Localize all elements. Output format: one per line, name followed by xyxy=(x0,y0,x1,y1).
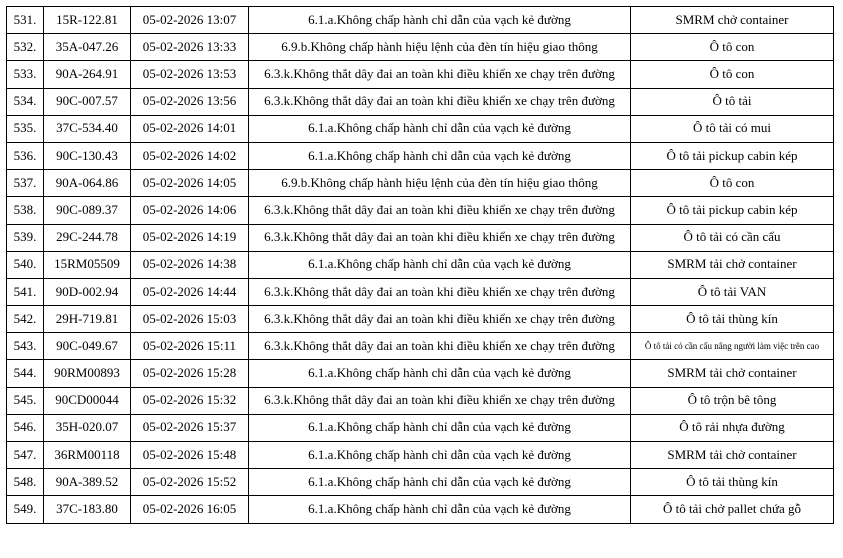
table-row xyxy=(7,360,834,387)
vehicle-cell: Ô tô tải pickup cabin kép xyxy=(631,142,834,169)
no-cell: 536. xyxy=(7,142,44,169)
vehicle-cell: Ô tô tải có mui xyxy=(631,115,834,142)
violation-cell: 6.9.b.Không chấp hành hiệu lệnh của đèn tín hiệu giao thông xyxy=(249,34,631,61)
violation-cell: 6.3.k.Không thắt dây đai an toàn khi điều khiển xe chạy trên đường xyxy=(249,333,631,360)
no-cell: 538. xyxy=(7,197,44,224)
vehicle-cell: SMRM tải chở container xyxy=(631,251,834,278)
table-row xyxy=(7,469,834,496)
datetime-cell: 05-02-2026 15:03 xyxy=(131,306,249,333)
table-row xyxy=(7,496,834,523)
datetime-cell: 05-02-2026 15:37 xyxy=(131,414,249,441)
vehicle-cell: Ô tô tải có cần cẩu xyxy=(631,224,834,251)
violation-cell: 6.3.k.Không thắt dây đai an toàn khi điều khiển xe chạy trên đường xyxy=(249,88,631,115)
plate-cell: 90C-089.37 xyxy=(44,197,131,224)
datetime-cell: 05-02-2026 15:32 xyxy=(131,387,249,414)
datetime-cell: 05-02-2026 14:19 xyxy=(131,224,249,251)
table-row xyxy=(7,170,834,197)
vehicle-cell: SMRM tải chở container xyxy=(631,442,834,469)
no-cell: 549. xyxy=(7,496,44,523)
datetime-cell: 05-02-2026 15:11 xyxy=(131,333,249,360)
violation-cell: 6.1.a.Không chấp hành chỉ dẫn của vạch kẻ đường xyxy=(249,496,631,523)
table-row xyxy=(7,142,834,169)
vehicle-cell: Ô tô tải xyxy=(631,88,834,115)
vehicle-cell: Ô tô tải có cần cẩu nâng người làm việc trên cao xyxy=(631,333,834,360)
datetime-cell: 05-02-2026 15:52 xyxy=(131,469,249,496)
vehicle-cell: Ô tô con xyxy=(631,61,834,88)
plate-cell: 90C-130.43 xyxy=(44,142,131,169)
no-cell: 548. xyxy=(7,469,44,496)
plate-cell: 90C-007.57 xyxy=(44,88,131,115)
plate-cell: 29H-719.81 xyxy=(44,306,131,333)
violation-cell: 6.1.a.Không chấp hành chỉ dẫn của vạch kẻ đường xyxy=(249,414,631,441)
vehicle-cell: Ô tô tải pickup cabin kép xyxy=(631,197,834,224)
datetime-cell: 05-02-2026 14:02 xyxy=(131,142,249,169)
vehicle-cell: SMRM chở container xyxy=(631,7,834,34)
datetime-cell: 05-02-2026 13:33 xyxy=(131,34,249,61)
datetime-cell: 05-02-2026 14:05 xyxy=(131,170,249,197)
datetime-cell: 05-02-2026 16:05 xyxy=(131,496,249,523)
no-cell: 545. xyxy=(7,387,44,414)
plate-cell: 90C-049.67 xyxy=(44,333,131,360)
violation-table-body xyxy=(7,7,834,524)
plate-cell: 15RM05509 xyxy=(44,251,131,278)
table-row xyxy=(7,197,834,224)
plate-cell: 90A-264.91 xyxy=(44,61,131,88)
table-row xyxy=(7,333,834,360)
violation-cell: 6.3.k.Không thắt dây đai an toàn khi điều khiển xe chạy trên đường xyxy=(249,61,631,88)
table-row xyxy=(7,414,834,441)
table-row xyxy=(7,442,834,469)
vehicle-cell: Ô tô tải thùng kín xyxy=(631,469,834,496)
violation-cell: 6.1.a.Không chấp hành chỉ dẫn của vạch kẻ đường xyxy=(249,360,631,387)
vehicle-cell: Ô tô tải thùng kín xyxy=(631,306,834,333)
violation-cell: 6.1.a.Không chấp hành chỉ dẫn của vạch kẻ đường xyxy=(249,469,631,496)
no-cell: 541. xyxy=(7,278,44,305)
violation-cell: 6.3.k.Không thắt dây đai an toàn khi điều khiển xe chạy trên đường xyxy=(249,224,631,251)
plate-cell: 37C-183.80 xyxy=(44,496,131,523)
table-row xyxy=(7,7,834,34)
no-cell: 537. xyxy=(7,170,44,197)
vehicle-cell: Ô tô con xyxy=(631,170,834,197)
table-row xyxy=(7,224,834,251)
datetime-cell: 05-02-2026 15:48 xyxy=(131,442,249,469)
violation-cell: 6.3.k.Không thắt dây đai an toàn khi điều khiển xe chạy trên đường xyxy=(249,197,631,224)
table-row xyxy=(7,251,834,278)
no-cell: 535. xyxy=(7,115,44,142)
plate-cell: 90RM00893 xyxy=(44,360,131,387)
no-cell: 539. xyxy=(7,224,44,251)
table-row xyxy=(7,387,834,414)
no-cell: 534. xyxy=(7,88,44,115)
violation-cell: 6.3.k.Không thắt dây đai an toàn khi điều khiển xe chạy trên đường xyxy=(249,306,631,333)
vehicle-cell: Ô tô tải chở pallet chứa gỗ xyxy=(631,496,834,523)
datetime-cell: 05-02-2026 13:56 xyxy=(131,88,249,115)
table-row xyxy=(7,278,834,305)
table-row xyxy=(7,61,834,88)
plate-cell: 35H-020.07 xyxy=(44,414,131,441)
plate-cell: 35A-047.26 xyxy=(44,34,131,61)
no-cell: 542. xyxy=(7,306,44,333)
plate-cell: 90A-389.52 xyxy=(44,469,131,496)
datetime-cell: 05-02-2026 15:28 xyxy=(131,360,249,387)
datetime-cell: 05-02-2026 14:38 xyxy=(131,251,249,278)
plate-cell: 36RM00118 xyxy=(44,442,131,469)
table-row xyxy=(7,34,834,61)
no-cell: 532. xyxy=(7,34,44,61)
vehicle-cell: Ô tô con xyxy=(631,34,834,61)
violation-cell: 6.1.a.Không chấp hành chỉ dẫn của vạch kẻ đường xyxy=(249,115,631,142)
plate-cell: 37C-534.40 xyxy=(44,115,131,142)
violation-cell: 6.1.a.Không chấp hành chỉ dẫn của vạch kẻ đường xyxy=(249,442,631,469)
datetime-cell: 05-02-2026 14:06 xyxy=(131,197,249,224)
vehicle-cell: SMRM tải chở container xyxy=(631,360,834,387)
table-row xyxy=(7,88,834,115)
violation-cell: 6.1.a.Không chấp hành chỉ dẫn của vạch kẻ đường xyxy=(249,142,631,169)
no-cell: 547. xyxy=(7,442,44,469)
violation-cell: 6.1.a.Không chấp hành chỉ dẫn của vạch kẻ đường xyxy=(249,7,631,34)
no-cell: 531. xyxy=(7,7,44,34)
plate-cell: 90CD00044 xyxy=(44,387,131,414)
vehicle-cell: Ô tô tải VAN xyxy=(631,278,834,305)
vehicle-cell: Ô tô trộn bê tông xyxy=(631,387,834,414)
no-cell: 540. xyxy=(7,251,44,278)
datetime-cell: 05-02-2026 14:01 xyxy=(131,115,249,142)
violation-cell: 6.3.k.Không thắt dây đai an toàn khi điều khiển xe chạy trên đường xyxy=(249,278,631,305)
violation-cell: 6.9.b.Không chấp hành hiệu lệnh của đèn tín hiệu giao thông xyxy=(249,170,631,197)
violation-table xyxy=(6,6,834,524)
datetime-cell: 05-02-2026 14:44 xyxy=(131,278,249,305)
plate-cell: 90D-002.94 xyxy=(44,278,131,305)
plate-cell: 90A-064.86 xyxy=(44,170,131,197)
no-cell: 546. xyxy=(7,414,44,441)
datetime-cell: 05-02-2026 13:53 xyxy=(131,61,249,88)
violation-cell: 6.3.k.Không thắt dây đai an toàn khi điều khiển xe chạy trên đường xyxy=(249,387,631,414)
violation-cell: 6.1.a.Không chấp hành chỉ dẫn của vạch kẻ đường xyxy=(249,251,631,278)
no-cell: 533. xyxy=(7,61,44,88)
vehicle-cell: Ô tô rải nhựa đường xyxy=(631,414,834,441)
table-row xyxy=(7,306,834,333)
no-cell: 543. xyxy=(7,333,44,360)
datetime-cell: 05-02-2026 13:07 xyxy=(131,7,249,34)
no-cell: 544. xyxy=(7,360,44,387)
plate-cell: 15R-122.81 xyxy=(44,7,131,34)
plate-cell: 29C-244.78 xyxy=(44,224,131,251)
table-row xyxy=(7,115,834,142)
